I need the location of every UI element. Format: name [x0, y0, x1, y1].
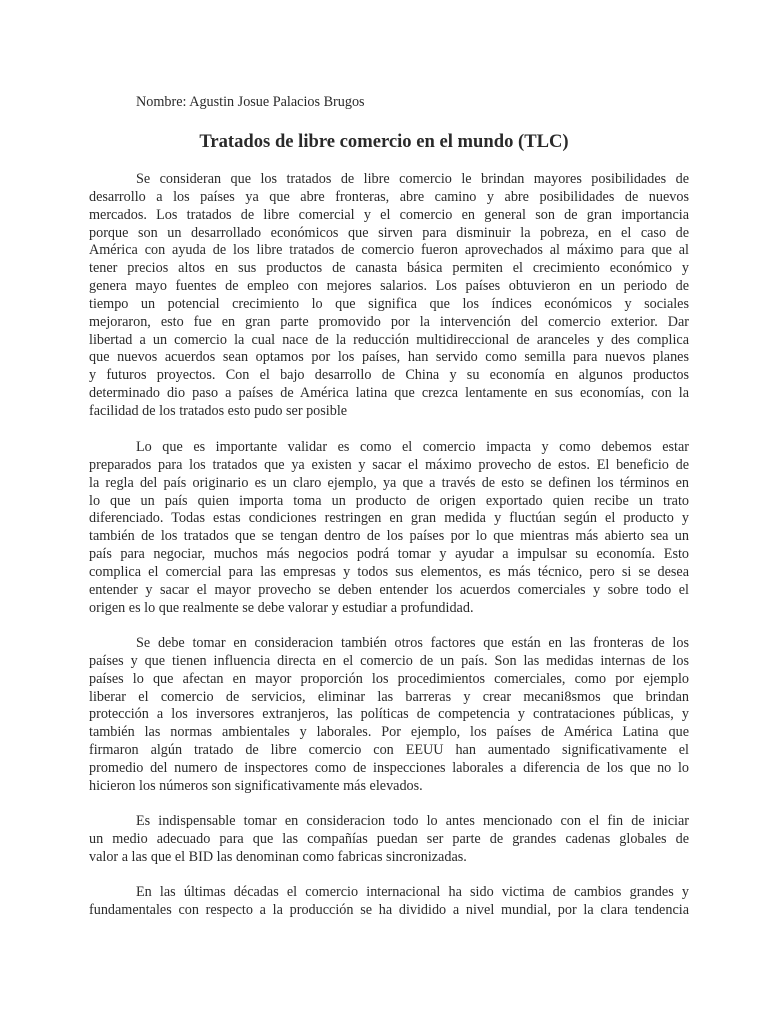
text-line: tiempo un potencial crecimiento lo que significa que los índices económicos y sociales [89, 295, 689, 312]
paragraph-4 [89, 813, 689, 867]
paragraph-5 [89, 884, 689, 920]
text-line: Se consideran que los tratados de libre comercio le brindan mayores posibilidades de [136, 171, 689, 187]
text-line: Se debe tomar en consideracion también otros factores que están en las fronteras de los [136, 635, 689, 651]
text-line: la regla del país originario es un claro ejemplo, ya que a través de esto se definen los términos en [89, 474, 689, 491]
text-line: genera mayo fuentes de empleo con mejores salarios. Los países obtuvieron en un periodo de [89, 278, 689, 295]
text-line: porque son un desarrollado económicos que sirven para disminuir la pobreza, en el caso de [89, 224, 689, 241]
text-line: preparados para los tratados que ya existen y sacar el máximo provecho de estos. El beneficio de [89, 456, 689, 473]
paragraph-3 [89, 635, 689, 796]
text-line: lo que un país quien importa toma un producto de origen exportado quien recibe un trato [89, 492, 689, 509]
paragraph-1 [89, 171, 689, 421]
text-line: tener precios altos en sus productos de canasta básica permiten el crecimiento económico y [89, 260, 689, 277]
text-line: que nuevos acuerdos sean optamos por los países, han servido como semilla para nuevos planes [89, 349, 689, 366]
text-line: firmaron algún tratado de libre comercio con EEUU han aumentado significativamente el [89, 742, 689, 759]
text-line: Es indispensable tomar en consideracion todo lo antes mencionado con el fin de iniciar [136, 813, 689, 829]
text-line: En las últimas décadas el comercio internacional ha sido victima de cambios grandes y [136, 884, 689, 900]
author-line: Nombre: Agustin Josue Palacios Brugos [136, 94, 365, 110]
text-line: liberar el comercio de servicios, eliminar las barreras y crear mecani8smos que brindan [89, 688, 689, 705]
text-line: hicieron los números son significativamente más elevados. [89, 777, 423, 794]
text-line: también de los tratados que se tengan dentro de los países por lo que mientras más abierto sea un [89, 528, 689, 545]
text-line: Lo que es importante validar es como el comercio impacta y como debemos estar [136, 439, 689, 455]
text-line: complica el comercial para las empresas y todos sus elementos, es más técnico, pero si se desea [89, 563, 689, 580]
text-line: libertad a un comercio la cual nace de la reducción multidireccional de aranceles y des complica [89, 331, 689, 348]
text-line: origen es lo que realmente se debe valorar y estudiar a profundidad. [89, 599, 474, 616]
text-line: países lo que afectan en mayor proporción los procedimientos comerciales, como por ejemplo [89, 670, 689, 687]
text-line: diferenciado. Todas estas condiciones restringen en gran medida y fluctúan según el producto y [89, 510, 689, 527]
text-line: entender y sacar el mayor provecho se deben entender los acuerdos comerciales y sobre todo el [89, 581, 689, 598]
text-line: mejoraron, esto fue en gran parte promovido por la intervención del comercio exterior. Dar [89, 313, 689, 330]
document-title: Tratados de libre comercio en el mundo (TLC) [199, 131, 569, 152]
text-line: desarrollo a los países ya que abre fronteras, abre camino y abre posibilidades de nuevos [89, 188, 689, 205]
text-line: fundamentales con respecto a la producción se ha dividido a nivel mundial, por la clara tendencia [89, 901, 689, 918]
text-line: valor a las que el BID las denominan como fabricas sincronizadas. [89, 848, 467, 865]
text-line: y futuros proyectos. Con el bajo desarrollo de China y su economía en algunos productos [89, 367, 689, 384]
text-line: países y que tienen influencia directa en el comercio de un país. Son las medidas internas de los [89, 652, 689, 669]
text-line: América con ayuda de los libre tratados de comercio fueron aprovechados al máximo para que al [89, 242, 689, 259]
text-line: mercados. Los tratados de libre comercial y el comercio en general son de gran importancia [89, 206, 689, 223]
text-line: también las normas ambientales y laborales. Por ejemplo, los países de América Latina que [89, 724, 689, 741]
text-line: un medio adecuado para que las compañías puedan ser parte de grandes cadenas globales de [89, 830, 689, 847]
text-line: facilidad de los tratados esto pudo ser posible [89, 402, 348, 419]
text-line: país para negociar, muchos más negocios podrá tomar y ayudar a impulsar su economía. Esto [89, 546, 689, 563]
text-line: determinado dio paso a países de América latina que crezca lentamente en sus economías, con la [89, 385, 689, 402]
paragraph-2 [89, 439, 689, 617]
text-line: protección a los inversores extranjeros, las políticas de competencia y contrataciones públicas, y [89, 706, 689, 723]
text-line: promedio del numero de inspectores como de inspecciones laborales a diferencia de los que no lo [89, 759, 689, 776]
